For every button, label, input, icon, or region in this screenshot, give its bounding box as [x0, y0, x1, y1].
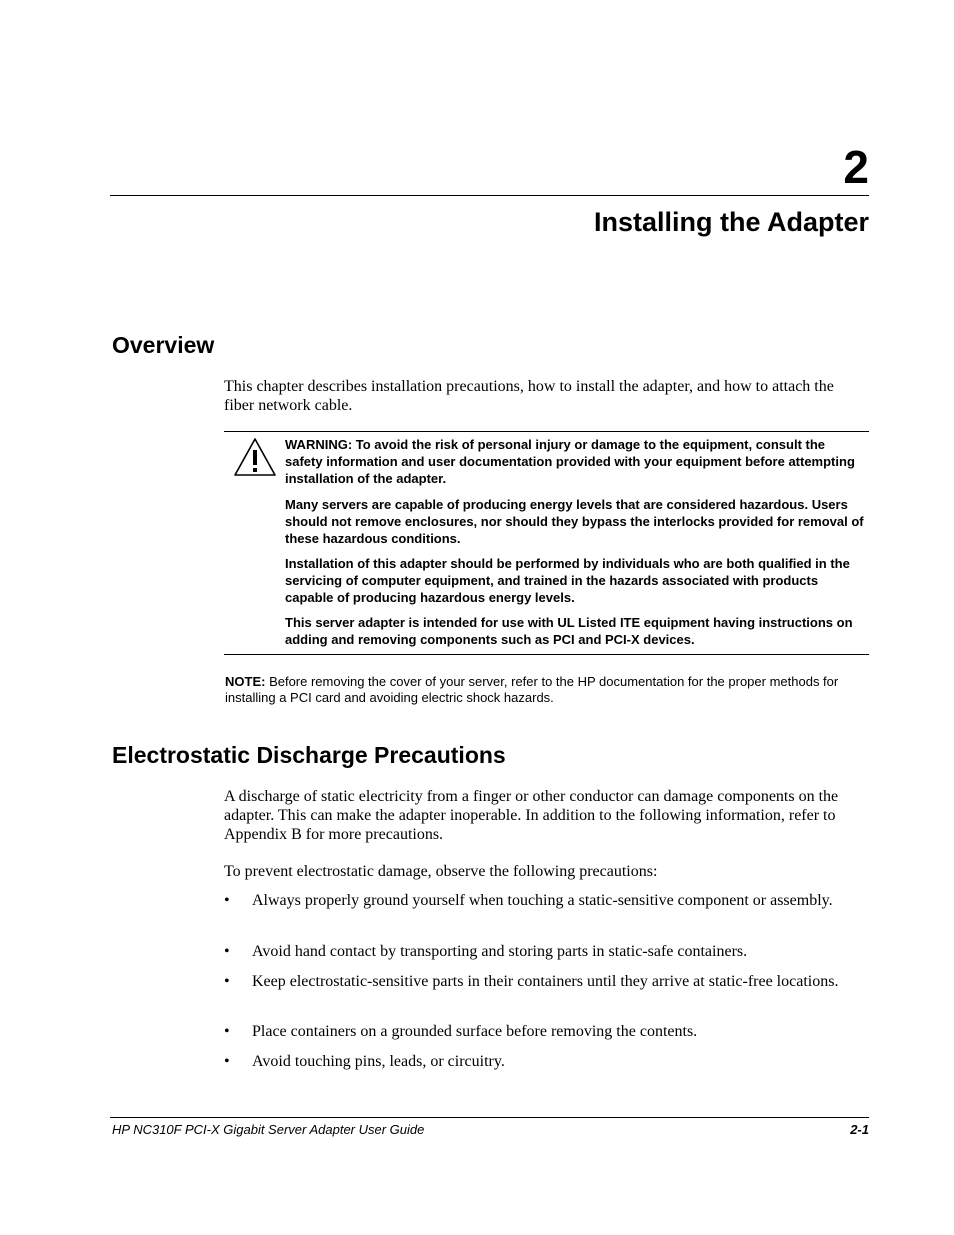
list-item — [224, 1052, 864, 1071]
chapter-title: Installing the Adapter — [593, 207, 869, 237]
list-item — [224, 1022, 864, 1041]
chapter-number: 2 — [843, 141, 869, 193]
warning-paragraph: Installation of this adapter should be performed by individuals who are both qualified in the servicing of computer equipment, and trained in the hazards associated with products capable of producing hazardous energy levels. — [285, 556, 850, 605]
list-item-text: Always properly ground yourself when touching a static-sensitive component or assembly. — [252, 892, 833, 909]
list-item-text: Place containers on a grounded surface before removing the contents. — [252, 1023, 698, 1040]
warning-paragraph: WARNING: To avoid the risk of personal injury or damage to the equipment, consult the safety information and user documentation provided with your equipment before attempting installation of the adapter. — [285, 437, 855, 486]
footer-page-number: 2-1 — [850, 1122, 869, 1137]
note-label: NOTE: — [225, 674, 266, 689]
esd-paragraph: A discharge of static electricity from a finger or other conductor can damage components on the adapter. This can make the adapter inoperable. In addition to the following information, refer to Appendix B for more precautions. — [224, 788, 839, 843]
note — [225, 674, 865, 706]
bullet-icon: • — [224, 943, 230, 960]
list-item-text: Avoid touching pins, leads, or circuitry. — [252, 1053, 505, 1070]
list-item-text: Keep electrostatic-sensitive parts in their containers until they arrive at static-free locations. — [252, 973, 839, 990]
warning-paragraph: This server adapter is intended for use with UL Listed ITE equipment having instructions on adding and removing components such as PCI and PCI-X devices. — [285, 615, 853, 647]
list-item — [224, 891, 864, 910]
overview-heading: Overview — [112, 332, 215, 358]
list-item-text: Avoid hand contact by transporting and storing parts in static-safe containers. — [252, 943, 748, 960]
warning-box — [224, 431, 869, 655]
footer-divider — [110, 1117, 869, 1118]
overview-paragraph: This chapter describes installation precautions, how to install the adapter, and how to attach the fiber network cable. — [224, 378, 834, 414]
warning-paragraph: Many servers are capable of producing energy levels that are considered hazardous. Users should not remove enclosures, nor should they bypass the interlocks provided for removal of these hazardous conditions. — [285, 497, 864, 546]
list-item — [224, 972, 864, 991]
esd-heading: Electrostatic Discharge Precautions — [112, 742, 506, 768]
bullet-icon: • — [224, 892, 230, 909]
esd-intro-paragraph: To prevent electrostatic damage, observe the following precautions: — [224, 863, 658, 880]
note-text: Before removing the cover of your server, refer to the HP documentation for the proper methods for installing a PCI card and avoiding electric shock hazards. — [225, 674, 839, 705]
footer-document-title: HP NC310F PCI-X Gigabit Server Adapter User Guide — [112, 1122, 425, 1137]
bullet-icon: • — [224, 973, 230, 990]
list-item — [224, 942, 864, 961]
chapter-divider — [110, 195, 869, 196]
bullet-icon: • — [224, 1053, 230, 1070]
warning-triangle-icon — [233, 437, 277, 477]
bullet-icon: • — [224, 1023, 230, 1040]
